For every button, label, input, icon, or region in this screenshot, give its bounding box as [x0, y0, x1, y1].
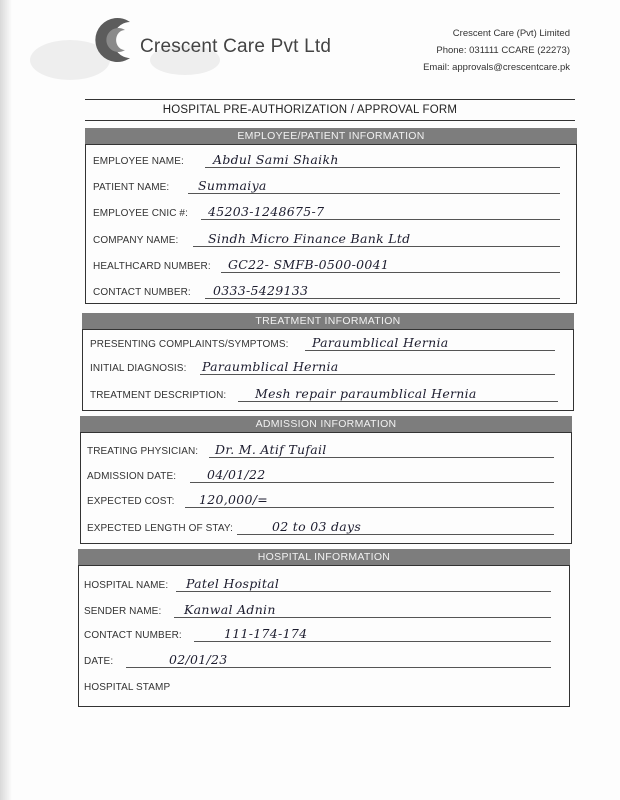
company-name-value: Sindh Micro Finance Bank Ltd: [208, 231, 411, 246]
section-header-treatment: TREATMENT INFORMATION: [82, 313, 574, 329]
patient-name-label: PATIENT NAME:: [93, 182, 170, 193]
section-box-employee: [85, 144, 577, 304]
expected-cost-line: [185, 507, 554, 508]
date-label: DATE:: [84, 656, 114, 667]
company-name-label: COMPANY NAME:: [93, 235, 179, 246]
date-value: 02/01/23: [169, 652, 228, 667]
employee-name-label: EMPLOYEE NAME:: [93, 156, 184, 167]
company-email: Email: approvals@crescentcare.pk: [423, 62, 570, 73]
complaints-line: [305, 350, 555, 351]
company-name-line: [193, 246, 560, 247]
employee-cnic-line: [201, 219, 560, 220]
length-of-stay-label: EXPECTED LENGTH OF STAY:: [87, 523, 233, 534]
length-of-stay-line: [237, 534, 554, 535]
date-line: [126, 667, 551, 668]
admission-date-line: [190, 482, 554, 483]
section-header-hospital: HOSPITAL INFORMATION: [78, 549, 570, 565]
company-name: Crescent Care (Pvt) Limited: [452, 28, 570, 39]
healthcard-number-value: GC22- SMFB-0500-0041: [228, 257, 390, 272]
employee-cnic-label: EMPLOYEE CNIC #:: [93, 208, 188, 219]
patient-name-value: Summaiya: [198, 178, 267, 193]
crescent-logo-icon: [92, 14, 140, 66]
contact-number-line: [205, 298, 560, 299]
employee-name-line: [205, 167, 560, 168]
treatment-description-line: [238, 401, 558, 402]
scan-shadow: [0, 0, 12, 800]
treating-physician-line: [209, 457, 554, 458]
company-info: [423, 25, 570, 76]
contact-number-value: 0333-5429133: [213, 283, 309, 298]
expected-cost-label: EXPECTED COST:: [87, 496, 175, 507]
complaints-value: Paraumblical Hernia: [312, 335, 449, 350]
header-rule: [85, 99, 575, 100]
healthcard-number-line: [221, 272, 560, 273]
form-title: HOSPITAL PRE-AUTHORIZATION / APPROVAL FORM: [162, 104, 458, 116]
logo-text: Crescent Care Pvt Ltd: [140, 36, 332, 57]
contact-number-label: CONTACT NUMBER:: [93, 287, 191, 298]
admission-date-label: ADMISSION DATE:: [87, 471, 177, 482]
treating-physician-value: Dr. M. Atif Tufail: [215, 442, 327, 457]
hospital-name-value: Patel Hospital: [186, 576, 280, 591]
treating-physician-label: TREATING PHYSICIAN:: [87, 446, 199, 457]
complaints-label: PRESENTING COMPLAINTS/SYMPTOMS:: [90, 339, 289, 350]
employee-cnic-value: 45203-1248675-7: [208, 204, 325, 219]
employee-name-value: Abdul Sami Shaikh: [213, 152, 339, 167]
hospital-stamp-label: HOSPITAL STAMP: [84, 682, 171, 693]
hospital-contact-number-value: 111-174-174: [224, 626, 308, 641]
sender-name-label: SENDER NAME:: [84, 606, 162, 617]
hospital-name-label: HOSPITAL NAME:: [84, 580, 169, 591]
hospital-contact-number-line: [194, 641, 551, 642]
sender-name-value: Kanwal Adnin: [184, 602, 276, 617]
title-rule: [85, 120, 575, 121]
length-of-stay-value: 02 to 03 days: [272, 519, 362, 534]
treatment-description-label: TREATMENT DESCRIPTION:: [90, 390, 227, 401]
hospital-contact-number-label: CONTACT NUMBER:: [84, 630, 182, 641]
admission-date-value: 04/01/22: [207, 467, 266, 482]
section-header-employee: EMPLOYEE/PATIENT INFORMATION: [85, 128, 577, 144]
treatment-description-value: Mesh repair paraumblical Hernia: [255, 386, 477, 401]
hospital-name-line: [176, 591, 551, 592]
diagnosis-value: Paraumblical Hernia: [202, 359, 339, 374]
diagnosis-label: INITIAL DIAGNOSIS:: [90, 363, 187, 374]
expected-cost-value: 120,000/=: [199, 492, 269, 507]
company-phone: Phone: 031111 CCARE (22273): [436, 45, 570, 56]
healthcard-number-label: HEALTHCARD NUMBER:: [93, 261, 211, 272]
sender-name-line: [174, 617, 551, 618]
patient-name-line: [188, 193, 560, 194]
section-header-admission: ADMISSION INFORMATION: [80, 416, 572, 432]
diagnosis-line: [200, 374, 555, 375]
